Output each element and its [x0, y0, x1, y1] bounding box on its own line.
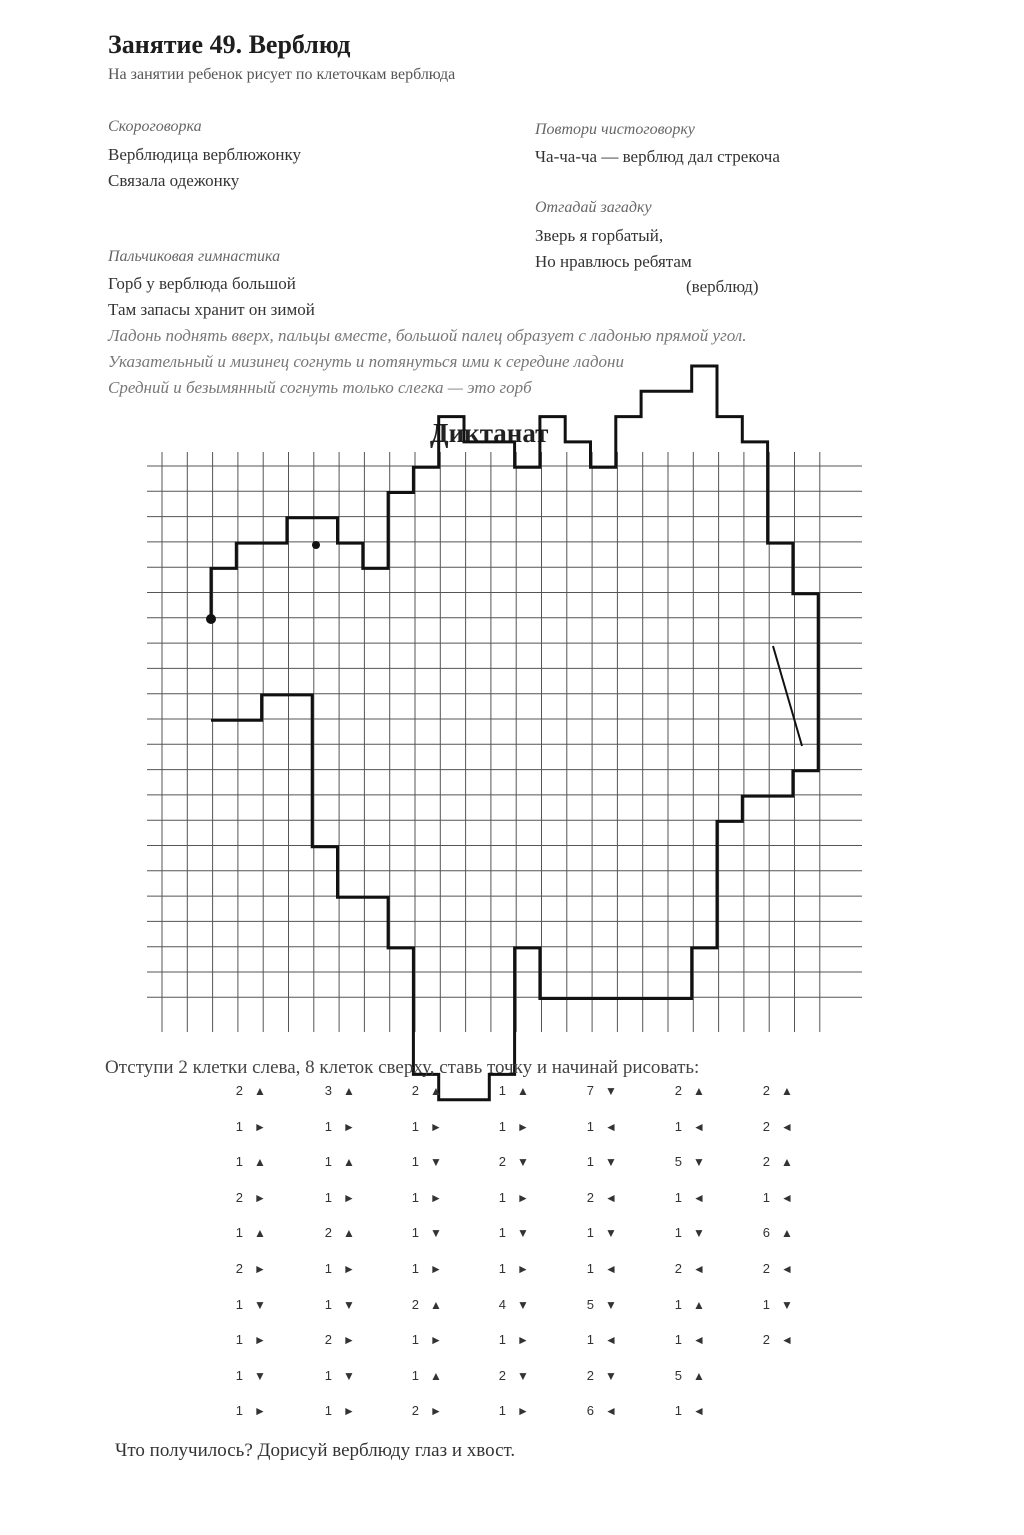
step-arrow-down-icon: ▼	[343, 1368, 355, 1383]
dictation-step	[750, 1154, 820, 1169]
closing-question: Что получилось? Дорисуй верблюду глаз и хвост.	[115, 1440, 516, 1461]
riddle-line-2: Но нравлюсь ребятам	[535, 252, 692, 271]
step-count: 5	[674, 1367, 682, 1383]
step-arrow-down-icon: ▼	[430, 1155, 442, 1170]
step-count: 1	[586, 1332, 594, 1348]
step-count: 1	[235, 1296, 243, 1312]
step-count: 2	[498, 1367, 506, 1383]
step-count: 2	[762, 1332, 770, 1348]
finger-gym-line-1: Горб у верблюда большой	[108, 274, 296, 293]
step-count: 1	[586, 1261, 594, 1276]
dictation-step	[399, 1119, 469, 1134]
dictation-step	[662, 1261, 732, 1276]
step-count: 2	[411, 1083, 419, 1098]
step-arrow-down-icon: ▼	[605, 1226, 617, 1241]
dictation-step	[399, 1225, 469, 1240]
step-count: 1	[324, 1189, 332, 1205]
dictation-step	[486, 1154, 556, 1169]
step-count: 5	[586, 1296, 594, 1312]
dictation-step	[223, 1225, 293, 1240]
dictation-step	[399, 1297, 469, 1312]
dictation-step	[223, 1083, 293, 1098]
dictation-step	[223, 1261, 293, 1276]
dictation-step	[399, 1190, 469, 1205]
step-arrow-up-icon: ▲	[254, 1084, 266, 1098]
dictation-step	[486, 1332, 556, 1347]
page-subtitle: На занятии ребенок рисует по клеточкам верблюда	[108, 66, 456, 83]
dictation-step	[312, 1190, 382, 1205]
finger-gym-instruction-2: Указательный и мизинец согнуть и потянуться ими к середине ладони	[108, 352, 624, 371]
step-arrow-right-icon: ►	[343, 1262, 355, 1276]
dictation-step	[399, 1332, 469, 1347]
step-count: 5	[674, 1154, 682, 1170]
step-arrow-right-icon: ►	[430, 1119, 442, 1134]
step-arrow-down-icon: ▼	[517, 1155, 529, 1170]
step-count: 1	[674, 1332, 682, 1348]
dictation-instruction: Отступи 2 клетки слева, 8 клеток сверху, ставь точку и начинай рисовать:	[105, 1057, 700, 1078]
step-arrow-up-icon: ▲	[430, 1297, 442, 1312]
page-title: Занятие 49. Верблюд	[108, 30, 351, 59]
dictation-step	[312, 1297, 382, 1312]
step-count: 1	[235, 1154, 243, 1170]
grid-lines	[147, 452, 862, 1032]
step-arrow-left-icon: ◄	[693, 1262, 705, 1276]
step-arrow-up-icon: ▲	[693, 1084, 705, 1098]
step-arrow-right-icon: ►	[254, 1119, 266, 1134]
step-arrow-up-icon: ▲	[430, 1368, 442, 1383]
riddle-label: Отгадай загадку	[535, 199, 652, 216]
step-count: 2	[324, 1332, 332, 1348]
step-arrow-right-icon: ►	[254, 1404, 266, 1419]
step-arrow-left-icon: ◄	[781, 1262, 793, 1276]
step-count: 1	[411, 1225, 419, 1241]
step-count: 1	[324, 1403, 332, 1419]
step-count: 1	[674, 1118, 682, 1134]
dictation-step	[486, 1297, 556, 1312]
dictation-step	[486, 1368, 556, 1383]
step-arrow-down-icon: ▼	[430, 1226, 442, 1241]
step-arrow-down-icon: ▼	[693, 1226, 705, 1241]
dictation-step	[223, 1368, 293, 1383]
dictation-step	[223, 1190, 293, 1205]
step-count: 1	[324, 1118, 332, 1134]
step-arrow-up-icon: ▲	[517, 1084, 529, 1098]
step-arrow-right-icon: ►	[430, 1262, 442, 1276]
step-count: 2	[762, 1154, 770, 1170]
step-count: 1	[674, 1403, 682, 1419]
step-arrow-left-icon: ◄	[693, 1119, 705, 1134]
step-count: 1	[324, 1367, 332, 1383]
dictation-step	[486, 1119, 556, 1134]
step-arrow-right-icon: ►	[517, 1119, 529, 1134]
dictation-step	[750, 1332, 820, 1347]
step-arrow-right-icon: ►	[343, 1404, 355, 1419]
step-arrow-left-icon: ◄	[605, 1262, 617, 1276]
step-arrow-left-icon: ◄	[605, 1190, 617, 1205]
step-count: 1	[498, 1332, 506, 1348]
step-count: 2	[235, 1189, 243, 1205]
step-count: 1	[498, 1261, 506, 1276]
dictation-step	[399, 1154, 469, 1169]
step-arrow-down-icon: ▼	[254, 1297, 266, 1312]
step-arrow-right-icon: ►	[517, 1262, 529, 1276]
step-count: 1	[674, 1225, 682, 1241]
step-arrow-down-icon: ▼	[693, 1155, 705, 1170]
dictation-step	[574, 1190, 644, 1205]
step-arrow-down-icon: ▼	[605, 1084, 617, 1098]
step-count: 6	[762, 1225, 770, 1241]
dictation-step	[399, 1403, 469, 1418]
step-arrow-up-icon: ▲	[693, 1297, 705, 1312]
step-count: 2	[411, 1403, 419, 1419]
dictation-step	[399, 1083, 469, 1098]
step-count: 1	[411, 1261, 419, 1276]
step-arrow-up-icon: ▲	[781, 1226, 793, 1241]
step-arrow-down-icon: ▼	[343, 1297, 355, 1312]
dictation-step	[223, 1119, 293, 1134]
dictation-step	[312, 1083, 382, 1098]
step-arrow-left-icon: ◄	[605, 1404, 617, 1419]
step-arrow-right-icon: ►	[517, 1190, 529, 1205]
dictation-step	[223, 1297, 293, 1312]
step-count: 1	[586, 1154, 594, 1170]
step-count: 2	[674, 1261, 682, 1276]
step-count: 2	[762, 1083, 770, 1098]
step-arrow-down-icon: ▼	[517, 1226, 529, 1241]
step-count: 1	[498, 1189, 506, 1205]
dictation-step	[312, 1403, 382, 1418]
dictation-step	[662, 1190, 732, 1205]
step-arrow-up-icon: ▲	[430, 1084, 442, 1098]
dictation-step	[662, 1368, 732, 1383]
dictation-step	[662, 1403, 732, 1418]
dictation-step	[574, 1332, 644, 1347]
dictation-step	[574, 1403, 644, 1418]
step-count: 1	[498, 1118, 506, 1134]
finger-gym-instruction-1: Ладонь поднять вверх, пальцы вместе, большой палец образует с ладонью прямой угол.	[108, 326, 747, 345]
step-count: 7	[586, 1083, 594, 1098]
step-arrow-down-icon: ▼	[254, 1368, 266, 1383]
step-count: 1	[498, 1083, 506, 1098]
pure-phrase-line: Ча-ча-ча — верблюд дал стрекоча	[535, 147, 780, 166]
dictation-step	[312, 1225, 382, 1240]
step-count: 1	[411, 1154, 419, 1170]
dictation-step	[662, 1297, 732, 1312]
step-arrow-right-icon: ►	[430, 1404, 442, 1419]
step-arrow-down-icon: ▼	[605, 1368, 617, 1383]
dictation-step	[662, 1154, 732, 1169]
dictation-step	[750, 1225, 820, 1240]
step-count: 1	[324, 1154, 332, 1170]
step-count: 1	[235, 1332, 243, 1348]
step-arrow-down-icon: ▼	[517, 1297, 529, 1312]
step-count: 2	[674, 1083, 682, 1098]
step-count: 1	[674, 1189, 682, 1205]
riddle-answer: (верблюд)	[686, 277, 759, 296]
dictation-step	[223, 1403, 293, 1418]
step-count: 2	[498, 1154, 506, 1170]
dictation-step	[312, 1368, 382, 1383]
dictation-step	[223, 1154, 293, 1169]
step-count: 1	[235, 1118, 243, 1134]
step-count: 1	[586, 1118, 594, 1134]
riddle-line-1: Зверь я горбатый,	[535, 226, 664, 245]
step-arrow-left-icon: ◄	[605, 1333, 617, 1348]
step-count: 2	[762, 1118, 770, 1134]
dictation-step	[662, 1332, 732, 1347]
camel-tail	[773, 646, 802, 746]
step-arrow-up-icon: ▲	[254, 1226, 266, 1241]
dictation-step	[486, 1083, 556, 1098]
finger-gym-label: Пальчиковая гимнастика	[108, 248, 281, 265]
dictation-step	[574, 1119, 644, 1134]
step-arrow-left-icon: ◄	[781, 1119, 793, 1134]
step-arrow-right-icon: ►	[517, 1404, 529, 1419]
step-arrow-right-icon: ►	[430, 1190, 442, 1205]
dictation-step	[662, 1083, 732, 1098]
step-arrow-right-icon: ►	[430, 1333, 442, 1348]
step-count: 1	[762, 1296, 770, 1312]
dictation-step	[486, 1403, 556, 1418]
dictation-step	[312, 1261, 382, 1276]
step-count: 1	[498, 1225, 506, 1241]
step-arrow-left-icon: ◄	[693, 1404, 705, 1419]
step-arrow-down-icon: ▼	[781, 1297, 793, 1312]
dictation-step	[750, 1083, 820, 1098]
dictation-step	[486, 1261, 556, 1276]
step-count: 1	[586, 1225, 594, 1241]
dictation-step	[223, 1332, 293, 1347]
tongue-twister-line-2: Связала одежонку	[108, 171, 240, 190]
step-arrow-up-icon: ▲	[343, 1084, 355, 1098]
dictation-step	[574, 1083, 644, 1098]
step-count: 2	[235, 1083, 243, 1098]
step-arrow-left-icon: ◄	[781, 1333, 793, 1348]
dictation-step	[574, 1368, 644, 1383]
dictation-step	[399, 1368, 469, 1383]
step-count: 1	[411, 1118, 419, 1134]
dictation-step	[574, 1297, 644, 1312]
step-count: 1	[235, 1225, 243, 1241]
step-count: 2	[586, 1367, 594, 1383]
dictation-step	[750, 1190, 820, 1205]
dictation-step	[574, 1154, 644, 1169]
dictation-step	[312, 1332, 382, 1347]
dictation-heading: Диктанат	[430, 418, 549, 448]
step-count: 2	[235, 1261, 243, 1276]
pure-phrase-label: Повтори чистоговорку	[535, 121, 695, 138]
step-count: 2	[411, 1296, 419, 1312]
step-arrow-down-icon: ▼	[605, 1155, 617, 1170]
step-count: 1	[235, 1403, 243, 1419]
step-count: 1	[674, 1296, 682, 1312]
dictation-step	[486, 1190, 556, 1205]
step-count: 2	[762, 1261, 770, 1276]
step-arrow-right-icon: ►	[343, 1190, 355, 1205]
start-dot	[206, 614, 216, 624]
step-count: 1	[411, 1189, 419, 1205]
dictation-step	[312, 1119, 382, 1134]
finger-gym-line-2: Там запасы хранит он зимой	[108, 300, 315, 319]
step-arrow-down-icon: ▼	[517, 1368, 529, 1383]
step-arrow-down-icon: ▼	[605, 1297, 617, 1312]
dictation-step	[486, 1225, 556, 1240]
step-count: 1	[498, 1403, 506, 1419]
step-arrow-right-icon: ►	[343, 1333, 355, 1348]
step-arrow-right-icon: ►	[254, 1190, 266, 1205]
dictation-step	[662, 1225, 732, 1240]
dictation-step	[574, 1261, 644, 1276]
step-arrow-right-icon: ►	[343, 1119, 355, 1134]
step-count: 1	[411, 1332, 419, 1348]
step-count: 1	[762, 1189, 770, 1205]
step-arrow-up-icon: ▲	[693, 1368, 705, 1383]
step-count: 1	[324, 1296, 332, 1312]
tongue-twister-line-1: Верблюдица верблюжонку	[108, 145, 301, 164]
step-arrow-right-icon: ►	[254, 1262, 266, 1276]
tongue-twister-label: Скороговорка	[108, 118, 202, 135]
step-count: 4	[498, 1296, 506, 1312]
step-arrow-left-icon: ◄	[693, 1333, 705, 1348]
dictation-step	[574, 1225, 644, 1240]
step-arrow-up-icon: ▲	[343, 1155, 355, 1170]
dictation-step	[750, 1119, 820, 1134]
step-count: 6	[586, 1403, 594, 1419]
camel-drawing	[211, 366, 818, 1100]
dictation-step	[399, 1261, 469, 1276]
step-arrow-up-icon: ▲	[343, 1226, 355, 1241]
step-arrow-left-icon: ◄	[605, 1119, 617, 1134]
step-arrow-right-icon: ►	[254, 1333, 266, 1348]
step-arrow-up-icon: ▲	[254, 1155, 266, 1170]
step-count: 1	[324, 1261, 332, 1276]
finger-gym-instruction-3: Средний и безымянный согнуть только слегка — это горб	[108, 378, 532, 397]
step-arrow-up-icon: ▲	[781, 1084, 793, 1098]
step-count: 2	[324, 1225, 332, 1241]
dictation-step	[750, 1297, 820, 1312]
step-arrow-right-icon: ►	[517, 1333, 529, 1348]
dictation-step	[662, 1119, 732, 1134]
step-count: 3	[324, 1083, 332, 1098]
step-count: 1	[235, 1367, 243, 1383]
camel-eye	[312, 541, 320, 549]
step-arrow-left-icon: ◄	[781, 1190, 793, 1205]
step-arrow-up-icon: ▲	[781, 1155, 793, 1170]
step-arrow-left-icon: ◄	[693, 1190, 705, 1205]
step-count: 2	[586, 1189, 594, 1205]
dictation-step	[312, 1154, 382, 1169]
dictation-step	[750, 1261, 820, 1276]
step-count: 1	[411, 1367, 419, 1383]
